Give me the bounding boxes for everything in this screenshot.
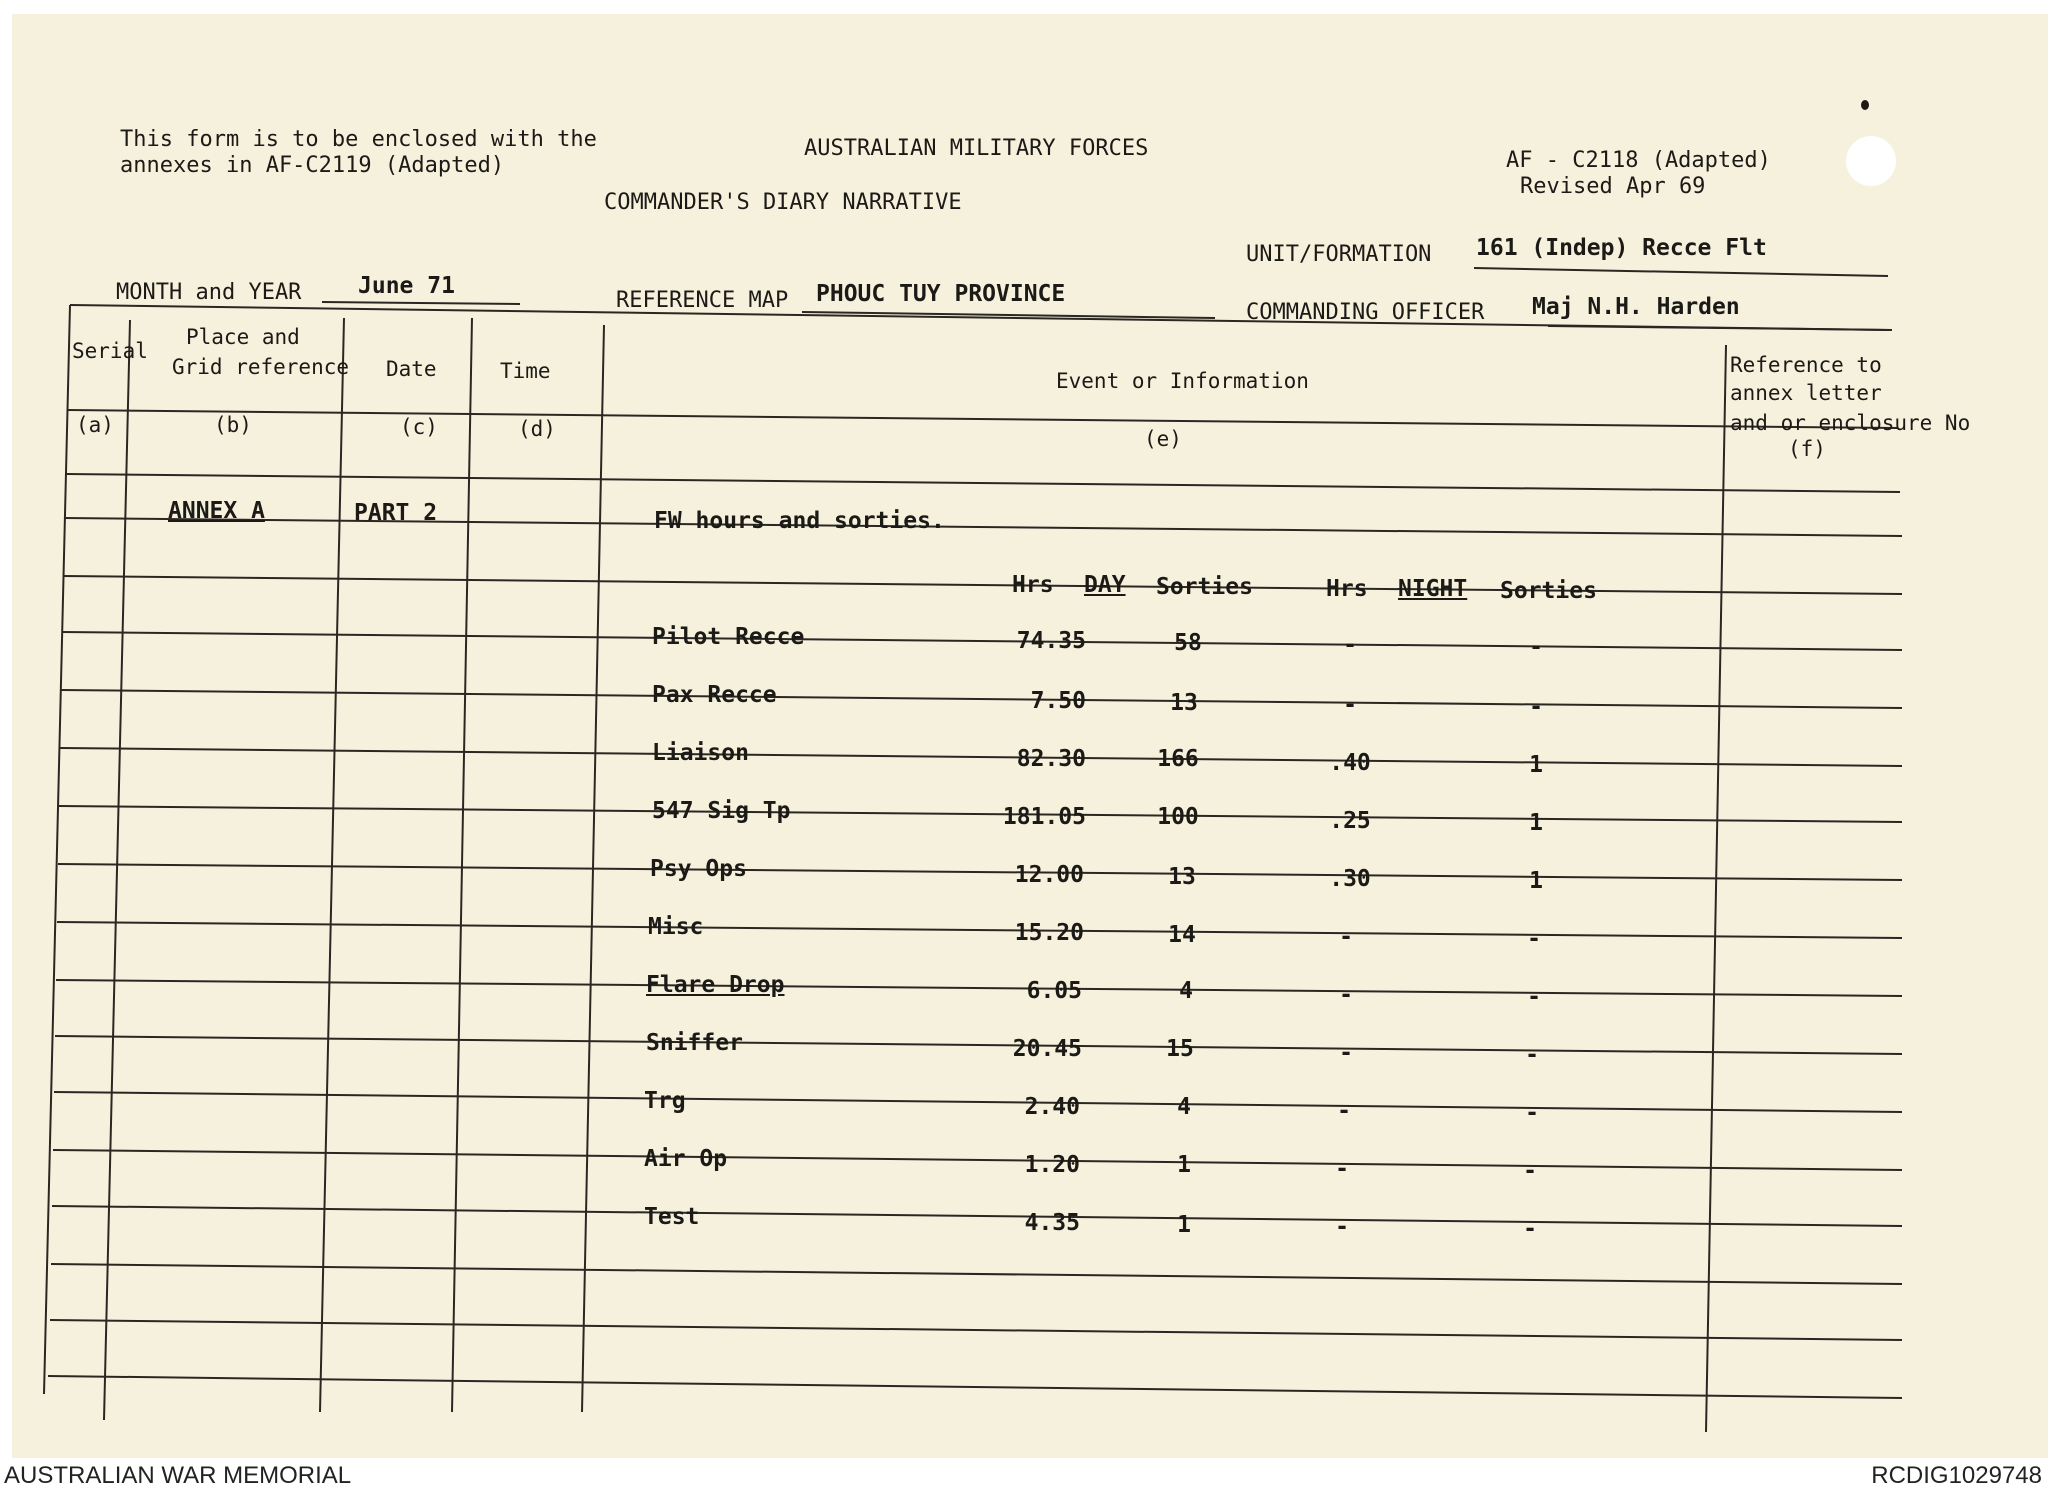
col-reference-line-3: and or enclosure No	[1730, 411, 1971, 435]
form-number: AF - C2118 (Adapted)	[1506, 148, 1771, 173]
row-name: Misc	[648, 914, 704, 940]
row-day-hrs: 74.35	[1016, 628, 1086, 654]
col-place-line-1: Place and	[186, 325, 300, 349]
row-night-sorties: -	[1523, 1216, 1537, 1242]
row-night-sorties: -	[1525, 1042, 1539, 1068]
row-night-hrs: -	[1343, 632, 1357, 658]
row-day-hrs: 181.05	[1002, 804, 1086, 830]
night-sorties-heading: Sorties	[1500, 578, 1597, 604]
unit-underline	[1474, 268, 1888, 276]
col-letter-e: (e)	[1144, 427, 1182, 451]
row-night-hrs: .25	[1329, 808, 1371, 834]
row-name: Trg	[644, 1088, 686, 1114]
row-name: Air Op	[644, 1146, 728, 1172]
col-letter-f: (f)	[1788, 437, 1826, 461]
row-night-sorties: -	[1525, 1100, 1539, 1126]
col-reference-line-2: annex letter	[1730, 381, 1882, 405]
col-letter-d: (d)	[518, 417, 556, 441]
row-name: Pax Recce	[652, 682, 777, 708]
row-name: Liaison	[652, 740, 749, 766]
form-note-line-2: annexes in AF-C2119 (Adapted)	[120, 153, 505, 178]
row-night-sorties: 1	[1529, 752, 1543, 778]
map-value: PHOUC TUY PROVINCE	[816, 281, 1066, 307]
row-day-sorties: 13	[1170, 690, 1198, 716]
day-sorties-heading: Sorties	[1156, 574, 1253, 600]
row-day-hrs: 20.45	[1012, 1036, 1082, 1062]
row-day-sorties: 100	[1157, 804, 1199, 830]
entry-heading: FW hours and sorties.	[654, 508, 945, 534]
footer-record-id: RCDIG1029748	[1871, 1462, 2042, 1489]
row-day-sorties: 166	[1157, 746, 1199, 772]
row-day-hrs: 1.20	[1024, 1152, 1080, 1178]
col-reference-line-1: Reference to	[1730, 353, 1882, 377]
row-day-sorties: 4	[1177, 1094, 1191, 1120]
col-place-line-2: Grid reference	[172, 355, 350, 379]
unit-value: 161 (Indep) Recce Flt	[1476, 235, 1767, 261]
row-night-hrs: -	[1339, 1040, 1353, 1066]
row-day-sorties: 14	[1168, 922, 1196, 948]
row-day-sorties: 1	[1177, 1152, 1191, 1178]
night-heading: NIGHT	[1398, 576, 1468, 602]
revised-date: Revised Apr 69	[1520, 174, 1706, 199]
row-night-sorties: -	[1529, 694, 1543, 720]
col-date: Date	[386, 357, 437, 381]
row-night-sorties: -	[1529, 634, 1543, 660]
form-note-line-1: This form is to be enclosed with the	[120, 127, 597, 152]
row-night-hrs: .40	[1329, 750, 1371, 776]
row-day-hrs: 2.40	[1024, 1094, 1080, 1120]
row-night-sorties: -	[1527, 984, 1541, 1010]
row-day-hrs: 7.50	[1030, 688, 1086, 714]
month-label: MONTH and YEAR	[116, 280, 302, 305]
row-day-sorties: 15	[1166, 1036, 1194, 1062]
row-night-hrs: -	[1339, 982, 1353, 1008]
col-event: Event or Information	[1056, 369, 1309, 393]
org-title: AUSTRALIAN MILITARY FORCES	[804, 136, 1149, 161]
row-night-hrs: -	[1339, 924, 1353, 950]
rule-left-border	[44, 305, 70, 1394]
row-name: Flare Drop	[646, 972, 785, 998]
col-letter-c: (c)	[400, 415, 438, 439]
co-label: COMMANDING OFFICER	[1246, 300, 1485, 325]
row-night-sorties: -	[1523, 1158, 1537, 1184]
row-day-hrs: 15.20	[1014, 920, 1084, 946]
row-night-hrs: -	[1335, 1156, 1349, 1182]
row-name: Test	[644, 1204, 700, 1230]
row-day-hrs: 6.05	[1026, 978, 1082, 1004]
month-value: June 71	[358, 273, 455, 299]
unit-label: UNIT/FORMATION	[1246, 242, 1432, 267]
row-day-sorties: 13	[1168, 864, 1196, 890]
map-label: REFERENCE MAP	[616, 288, 789, 313]
night-hrs-heading: Hrs	[1326, 576, 1368, 602]
row-day-hrs: 4.35	[1024, 1210, 1080, 1236]
co-value: Maj N.H. Harden	[1532, 294, 1740, 320]
rule-place-right	[320, 318, 344, 1412]
month-underline	[322, 302, 520, 304]
row-night-sorties: 1	[1529, 810, 1543, 836]
row-night-hrs: -	[1335, 1214, 1349, 1240]
annex-label: ANNEX A	[168, 498, 265, 524]
row-day-hrs: 12.00	[1014, 862, 1084, 888]
row-day-sorties: 1	[1177, 1212, 1191, 1238]
col-letter-a: (a)	[76, 413, 114, 437]
row-day-sorties: 4	[1179, 978, 1193, 1004]
row-night-sorties: -	[1527, 926, 1541, 952]
diary-title: COMMANDER'S DIARY NARRATIVE	[604, 190, 962, 215]
row-night-sorties: 1	[1529, 868, 1543, 894]
row-name: Psy Ops	[650, 856, 747, 882]
rule-serial-right	[104, 320, 130, 1420]
co-underline	[1548, 326, 1892, 330]
day-heading: DAY	[1084, 572, 1126, 598]
col-letter-b: (b)	[214, 413, 252, 437]
rule-date-right	[452, 318, 472, 1412]
row-name: Sniffer	[646, 1030, 743, 1056]
row-night-hrs: -	[1343, 692, 1357, 718]
footer-source: AUSTRALIAN WAR MEMORIAL	[4, 1462, 352, 1489]
row-day-hrs: 82.30	[1016, 746, 1086, 772]
col-serial: Serial	[72, 339, 148, 363]
day-hrs-heading: Hrs	[1012, 572, 1054, 598]
row-day-sorties: 58	[1174, 630, 1202, 656]
row-night-hrs: .30	[1329, 866, 1371, 892]
row-name: 547 Sig Tp	[652, 798, 791, 824]
col-time: Time	[500, 359, 551, 383]
part-label: PART 2	[354, 500, 438, 526]
row-night-hrs: -	[1337, 1098, 1351, 1124]
row-name: Pilot Recce	[652, 624, 805, 650]
rule-event-right	[1706, 345, 1726, 1432]
